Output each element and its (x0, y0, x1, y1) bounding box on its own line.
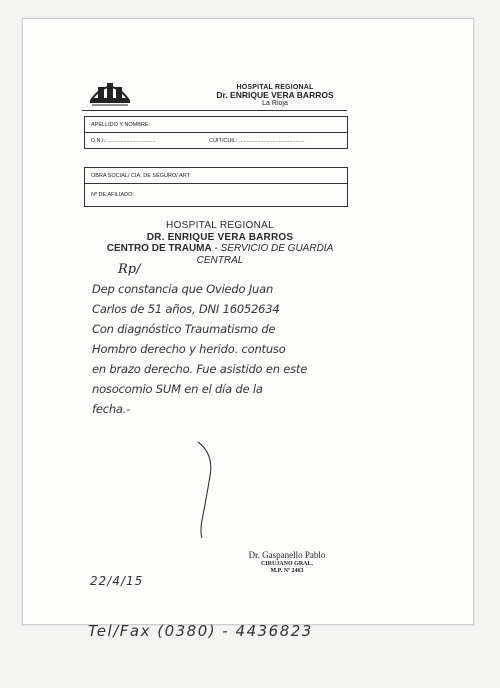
insurance-box (84, 167, 348, 207)
afiliado-label: Nº DE AFILIADO: (91, 192, 134, 198)
cuit-label: CUIT/CUIL: ........................................... (209, 137, 305, 144)
doctor-title: CIRUJANO GRAL. (260, 560, 313, 567)
hospital-header-line2: Dr. ENRIQUE VERA BARROS (216, 90, 334, 101)
doctor-signature (180, 440, 230, 540)
doctor-name: Dr. Gaspanello Pablo (248, 550, 326, 560)
header-rule (82, 110, 347, 111)
hospital-header-line3: La Rioja (262, 100, 288, 108)
stamp-line2: DR. ENRIQUE VERA BARROS (146, 231, 294, 243)
note-line: en brazo derecho. Fue asistido en este (92, 362, 308, 376)
obra-social-label: OBRA SOCIAL/ CIA. DE SEGURO/ ART: (91, 172, 191, 179)
trauma-center-stamp (95, 220, 345, 266)
patient-id-box (84, 116, 348, 149)
afiliado-field (85, 184, 347, 206)
telephone-fax: Tel/Fax (0380) - 4436823 (88, 622, 313, 640)
note-line: Dep constancia que Oviedo Juan (92, 282, 274, 296)
note-line: Con diagnóstico Traumatismo de (92, 322, 276, 336)
hospital-header-line1: HOSPITAL REGIONAL (236, 84, 314, 91)
note-line: Hombro derecho y herido. contuso (92, 342, 286, 356)
obra-social-field (85, 168, 347, 184)
hospital-header (200, 84, 350, 108)
apellido-nombre-label: APELLIDO Y NOMBRE: (91, 121, 151, 128)
stamp-line1: HOSPITAL REGIONAL (166, 220, 274, 231)
note-line: nosocomio SUM en el día de la (92, 382, 263, 396)
rx-symbol: Rp/ (118, 262, 141, 277)
note-line: Carlos de 51 años, DNI 16052634 (92, 302, 280, 316)
doctor-license: M.P. Nº 2463 (270, 567, 304, 574)
apellido-nombre-field (85, 117, 347, 133)
dni-label: D.N.I.: ............................... (91, 137, 156, 144)
doctor-stamp (232, 550, 342, 575)
stamp-service: SERVICIO DE GUARDIA CENTRAL (196, 243, 334, 266)
dni-cuit-row (85, 133, 347, 148)
hospital-logo (88, 73, 132, 109)
handwritten-date: 22/4/15 (90, 574, 144, 588)
stamp-separator: - (211, 243, 221, 254)
stamp-center: CENTRO DE TRAUMA (106, 243, 212, 254)
note-line: fecha.- (92, 402, 131, 416)
